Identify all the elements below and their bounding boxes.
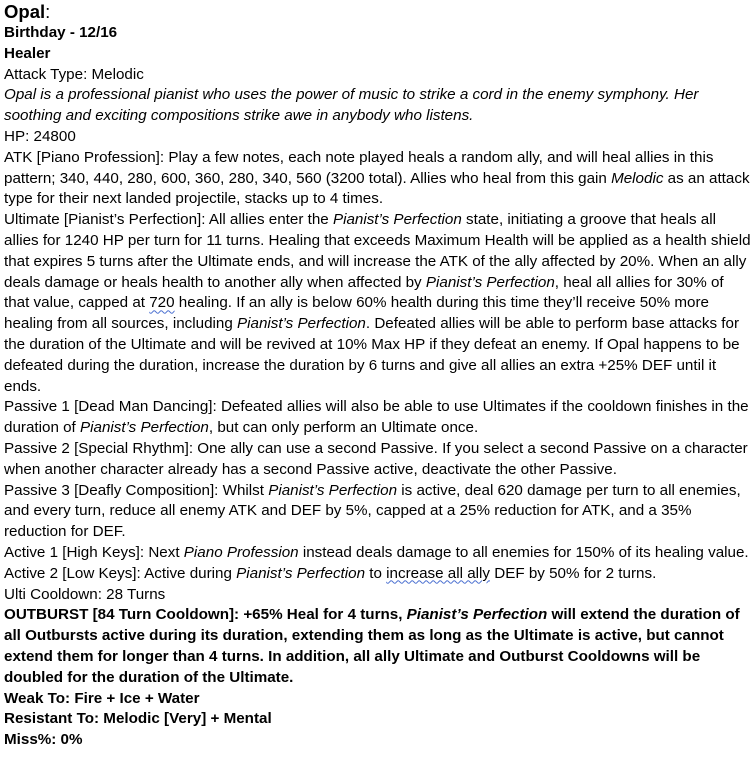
- outburst-pp: Pianist’s Perfection: [406, 606, 548, 624]
- ultimate-text-e: . Defeated allies will be able to perform base attacks for the duration of the Ultimate and will be revived at 10% Max HP if they defeat an enemy. If Opal happens to be defeated during the duration, increase the duration by 6 turns and give all allies an extra +25% DEF until it ends.: [4, 315, 740, 395]
- character-name-line: [4, 1, 752, 23]
- ultimate-skill: [4, 210, 752, 397]
- passive-1-pp: Pianist’s Perfection: [80, 419, 209, 437]
- active-1-text-end: instead deals damage to all enemies for 150% of its healing value.: [298, 543, 749, 561]
- ultimate-text-b: state, initiating a groove that heals all allies for 1240 HP per turn for 11 turns. Healing that exceeds Maximum Health will be applied as a health shield that expires 5 turns after the Ultimate ends, and will increase the ATK of the ally affected by 20%. When an ally deals damage or heals health to another ally when affected by: [4, 211, 751, 291]
- passive-3-pp: Pianist’s Perfection: [268, 481, 398, 499]
- role: Healer: [4, 44, 51, 62]
- atk-text-end: as an attack type for their next landed projectile, stacks up to 4 times.: [4, 169, 750, 208]
- outburst-text-end: will extend the duration of all Outbursts active during its duration, extending them as long as the Ultimate is active, but cannot extend them for longer than 4 turns. In addition, all ally Ultimate and Outburst Cooldowns will be doubled for the duration of the Ultimate.: [4, 606, 740, 686]
- active-2-text: Active 2 [Low Keys]: Active during: [4, 564, 237, 582]
- ultimate-cap-value: 720: [149, 294, 175, 312]
- miss-percent: Miss%: 0%: [4, 731, 83, 749]
- ultimate-text-a: Ultimate [Pianist’s Perfection]: All allies enter the: [4, 211, 333, 229]
- passive-3-text: Passive 3 [Deafly Composition]: Whilst: [4, 481, 269, 499]
- passive-3-text-end: is active, deal 620 damage per turn to all enemies, and every turn, reduce all enemy ATK and DEF by 5%, capped at a 25% reduction for ATK, and a 35% reduction for DEF.: [4, 481, 741, 541]
- outburst-text: OUTBURST [84 Turn Cooldown]: +65% Heal for 4 turns,: [4, 606, 407, 624]
- outburst: [4, 605, 752, 688]
- character-name: Opal: [4, 1, 46, 22]
- active-1-pp: Piano Profession: [183, 543, 299, 561]
- active-2-pp: Pianist’s Perfection: [236, 564, 366, 582]
- passive-1: [4, 397, 752, 439]
- ultimate-pp-1: Pianist’s Perfection: [332, 211, 462, 229]
- active-1-text: Active 1 [High Keys]: Next: [4, 543, 184, 561]
- atk-skill: [4, 148, 752, 210]
- description: Opal is a professional pianist who uses the power of music to strike a cord in the enemy symphony. Her soothing and exciting compositions strike awe in anybody who listens.: [4, 86, 699, 125]
- atk-text: ATK [Piano Profession]: Play a few notes, each note played heals a random ally, and will heal allies in this pattern; 340, 440, 280, 600, 360, 280, 340, 560 (3200 total). Allies who heal from this gain: [4, 148, 714, 187]
- active-2: [4, 564, 752, 585]
- atk-melodic: Melodic: [611, 169, 664, 187]
- ulti-cooldown: Ulti Cooldown: 28 Turns: [4, 585, 166, 603]
- ultimate-pp-3: Pianist’s Perfection: [237, 315, 366, 333]
- active-2-text-b: to: [365, 564, 387, 582]
- ultimate-text-c: , heal all allies for 30% of that value, capped at: [4, 273, 724, 312]
- passive-3: [4, 481, 752, 543]
- ultimate-pp-2: Pianist’s Perfection: [425, 273, 555, 291]
- hp: HP: 24800: [4, 127, 76, 145]
- passive-1-text: Passive 1 [Dead Man Dancing]: Defeated allies will also be able to use Ultimates if the cooldown finishes in the duration of: [4, 398, 749, 437]
- attack-type: Attack Type: Melodic: [4, 65, 144, 83]
- active-2-spellcheck: increase all ally: [386, 564, 490, 582]
- birthday: Birthday - 12/16: [4, 24, 118, 41]
- weak-to: Weak To: Fire + Ice + Water: [4, 689, 200, 707]
- passive-2: Passive 2 [Special Rhythm]: One ally can use a second Passive. If you select a second Passive on a character when another character already has a second Passive active, deactivate the other Passive.: [4, 439, 748, 478]
- passive-1-text-end: , but can only perform an Ultimate once.: [208, 419, 479, 437]
- active-1: [4, 543, 752, 564]
- name-colon: :: [45, 1, 51, 22]
- ultimate-text-d: healing. If an ally is below 60% health during this time they’ll receive 50% more healing from all sources, including: [4, 294, 709, 333]
- resistant-to: Resistant To: Melodic [Very] + Mental: [4, 710, 272, 728]
- active-2-text-end: DEF by 50% for 2 turns.: [490, 564, 657, 582]
